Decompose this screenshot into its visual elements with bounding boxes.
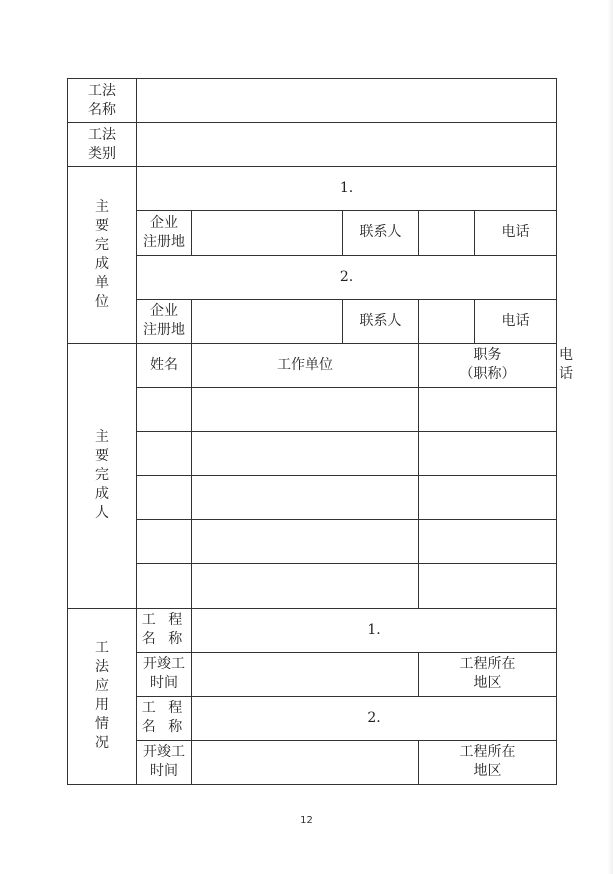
person-name-field[interactable] xyxy=(137,476,192,520)
unit2-reg-place-label: 企业 注册地 xyxy=(137,299,192,343)
person-work-unit-field[interactable] xyxy=(192,476,419,520)
project1-name-label: 工 程 名 称 xyxy=(137,608,192,652)
unit1-contact-label: 联系人 xyxy=(343,211,419,255)
unit1-number-row xyxy=(68,167,557,211)
project2-name-field[interactable]: 2. xyxy=(192,696,557,740)
person-work-unit-field[interactable] xyxy=(192,520,419,564)
project1-details-row xyxy=(68,652,557,696)
project2-name-label: 工 程 名 称 xyxy=(137,696,192,740)
unit1-contact-field[interactable] xyxy=(419,211,475,255)
persons-header-work-unit: 工作单位 xyxy=(192,343,419,387)
project2-location-label: 工程所在 地区 xyxy=(419,740,557,784)
person-name-field[interactable] xyxy=(137,520,192,564)
method-name-label: 工法 名称 xyxy=(68,79,137,123)
person-position-field[interactable] xyxy=(419,564,557,608)
unit1-phone-label: 电话 xyxy=(475,211,557,255)
persons-header-name: 姓名 xyxy=(137,343,192,387)
unit1-details-row xyxy=(68,211,557,255)
person-name-field[interactable] xyxy=(137,564,192,608)
project2-name-row xyxy=(68,696,557,740)
person-position-field[interactable] xyxy=(419,387,557,431)
persons-section-label: 主 要 完 成 人 xyxy=(68,343,137,608)
page-edge-shadow xyxy=(607,0,613,874)
method-name-row xyxy=(68,79,557,123)
units-section-label: 主 要 完 成 单 位 xyxy=(68,167,137,344)
project1-name-field[interactable]: 1. xyxy=(192,608,557,652)
unit2-phone-label: 电话 xyxy=(475,299,557,343)
unit2-name-field[interactable]: 2. xyxy=(137,255,557,299)
method-type-row xyxy=(68,123,557,167)
project1-location-label: 工程所在 地区 xyxy=(419,652,557,696)
project2-details-row xyxy=(68,740,557,784)
method-type-label: 工法 类别 xyxy=(68,123,137,167)
unit2-contact-field[interactable] xyxy=(419,299,475,343)
unit1-name-field[interactable]: 1. xyxy=(137,167,557,211)
project1-completion-time-field[interactable] xyxy=(192,652,419,696)
person-row xyxy=(68,476,557,520)
person-work-unit-field[interactable] xyxy=(192,564,419,608)
project2-completion-time-label: 开竣工 时间 xyxy=(137,740,192,784)
person-row xyxy=(68,564,557,608)
persons-header-position: 职务 （职称） xyxy=(419,343,557,387)
unit1-reg-place-label: 企业 注册地 xyxy=(137,211,192,255)
person-row xyxy=(68,387,557,431)
unit2-contact-label: 联系人 xyxy=(343,299,419,343)
person-work-unit-field[interactable] xyxy=(192,387,419,431)
person-position-field[interactable] xyxy=(419,476,557,520)
unit2-reg-place-field[interactable] xyxy=(192,299,343,343)
project1-completion-time-label: 开竣工 时间 xyxy=(137,652,192,696)
person-position-field[interactable] xyxy=(419,520,557,564)
project1-name-row xyxy=(68,608,557,652)
persons-header-row: 主 要 完 成 人 姓名 工作单位 职务 （职称） 电话 xyxy=(68,343,557,387)
method-type-field[interactable] xyxy=(137,123,557,167)
person-name-field[interactable] xyxy=(137,432,192,476)
project2-completion-time-field[interactable] xyxy=(192,740,419,784)
unit1-reg-place-field[interactable] xyxy=(192,211,343,255)
person-work-unit-field[interactable] xyxy=(192,432,419,476)
method-name-field[interactable] xyxy=(137,79,557,123)
unit2-details-row xyxy=(68,299,557,343)
person-name-field[interactable] xyxy=(137,387,192,431)
application-form-table xyxy=(67,78,574,785)
person-row xyxy=(68,432,557,476)
person-position-field[interactable] xyxy=(419,432,557,476)
page-number: 12 xyxy=(300,815,313,826)
person-row xyxy=(68,520,557,564)
unit2-number-row xyxy=(68,255,557,299)
application-section-label: 工 法 应 用 情 况 xyxy=(68,608,137,785)
